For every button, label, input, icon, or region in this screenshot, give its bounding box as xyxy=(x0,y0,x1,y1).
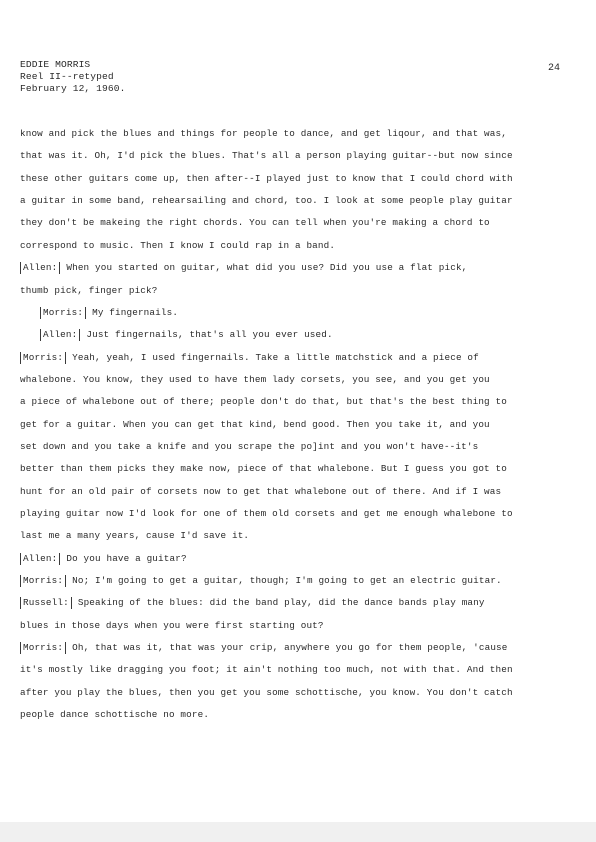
transcript-line xyxy=(20,262,467,274)
transcript-line xyxy=(20,374,490,386)
line-text: it's mostly like dragging you foot; it ain't nothing too much, not with that. And then xyxy=(20,664,513,676)
line-text: a piece of whalebone out of there; people don't do that, but that's the best thing to xyxy=(20,396,507,408)
line-text: hunt for an old pair of corsets now to get that whalebone out of there. And if I was xyxy=(20,485,502,497)
line-text: correspond to music. Then I know I could rap in a band. xyxy=(20,239,336,251)
transcript-line xyxy=(20,508,513,520)
page-bottom-margin xyxy=(0,822,596,842)
speaker-label: Morris: xyxy=(40,307,86,319)
transcript-line xyxy=(20,642,508,654)
line-text: blues in those days when you were first starting out? xyxy=(20,619,324,631)
speaker-label: Morris: xyxy=(20,352,66,364)
transcript-line xyxy=(20,150,513,162)
transcript-line xyxy=(20,195,513,207)
line-text: Oh, that was it, that was your crip, anywhere you go for them people, 'cause xyxy=(72,642,508,654)
line-text: When you started on guitar, what did you use? Did you use a flat pick, xyxy=(66,262,468,274)
transcript-line xyxy=(20,173,513,185)
interview-date: February 12, 1960. xyxy=(20,83,126,94)
interviewee-name: EDDIE MORRIS xyxy=(20,59,91,70)
line-text: set down and you take a knife and you scrape the po]int and you won't have--it's xyxy=(20,440,479,452)
transcript-line xyxy=(20,240,335,252)
transcript-line xyxy=(20,396,507,408)
line-text: playing guitar now I'd look for one of them old corsets and get me enough whalebone to xyxy=(20,508,513,519)
transcript-line xyxy=(20,530,249,542)
line-text: a guitar in some band, rehearsailing and chord, too. I look at some people play guitar xyxy=(20,195,513,207)
transcript-line xyxy=(20,664,513,676)
speaker-label: Morris: xyxy=(20,642,66,654)
line-text: Do you have a guitar? xyxy=(66,552,187,564)
line-text: My fingernails. xyxy=(92,306,179,318)
transcript-line xyxy=(20,285,158,297)
transcript-line xyxy=(20,486,501,498)
line-text: better than them picks they make now, piece of that whalebone. But I guess you got to xyxy=(20,463,507,475)
line-text: these other guitars come up, then after--I played just to know that I could chord with xyxy=(20,172,513,184)
transcript-line xyxy=(20,687,513,699)
transcript-line xyxy=(40,307,178,319)
line-text: that was it. Oh, I'd pick the blues. That's all a person playing guitar--but now since xyxy=(20,150,513,162)
speaker-label: Morris: xyxy=(20,575,66,587)
transcript-line xyxy=(20,575,502,587)
line-text: thumb pick, finger pick? xyxy=(20,284,158,296)
speaker-label: Russell: xyxy=(20,597,72,609)
speaker-label: Allen: xyxy=(20,553,60,565)
transcript-line xyxy=(20,128,507,140)
line-text: Speaking of the blues: did the band play, did the dance bands play many xyxy=(77,597,485,609)
transcript-line xyxy=(20,463,507,475)
line-text: they don't be makeing the right chords. You can tell when you're making a chord to xyxy=(20,217,490,229)
line-text: Just fingernails, that's all you ever used. xyxy=(86,329,333,341)
line-text: get for a guitar. When you can get that kind, bend good. Then you take it, and you xyxy=(20,418,490,430)
transcript-line xyxy=(20,620,324,632)
transcript-line xyxy=(20,419,490,431)
line-text: whalebone. You know, they used to have them lady corsets, you see, and you get you xyxy=(20,373,490,385)
line-text: last me a many years, cause I'd save it. xyxy=(20,530,250,542)
line-text: after you play the blues, then you get you some schottische, you know. You don't catch xyxy=(20,686,513,698)
reel-label: Reel II--retyped xyxy=(20,71,114,82)
page-number: 24 xyxy=(548,63,561,74)
line-text: know and pick the blues and things for people to dance, and get liqour, and that was, xyxy=(20,128,507,139)
line-text: Yeah, yeah, I used fingernails. Take a little matchstick and a piece of xyxy=(72,351,479,363)
line-text: people dance schottische no more. xyxy=(20,709,210,721)
transcript-line xyxy=(20,709,209,721)
transcript-line xyxy=(20,597,485,609)
transcript-line xyxy=(20,352,479,364)
transcript-line xyxy=(20,553,187,565)
transcript-line xyxy=(20,217,490,229)
speaker-label: Allen: xyxy=(20,262,60,274)
line-text: No; I'm going to get a guitar, though; I'm going to get an electric guitar. xyxy=(72,575,502,586)
transcript-line xyxy=(40,329,333,341)
speaker-label: Allen: xyxy=(40,329,80,341)
transcript-line xyxy=(20,441,478,453)
